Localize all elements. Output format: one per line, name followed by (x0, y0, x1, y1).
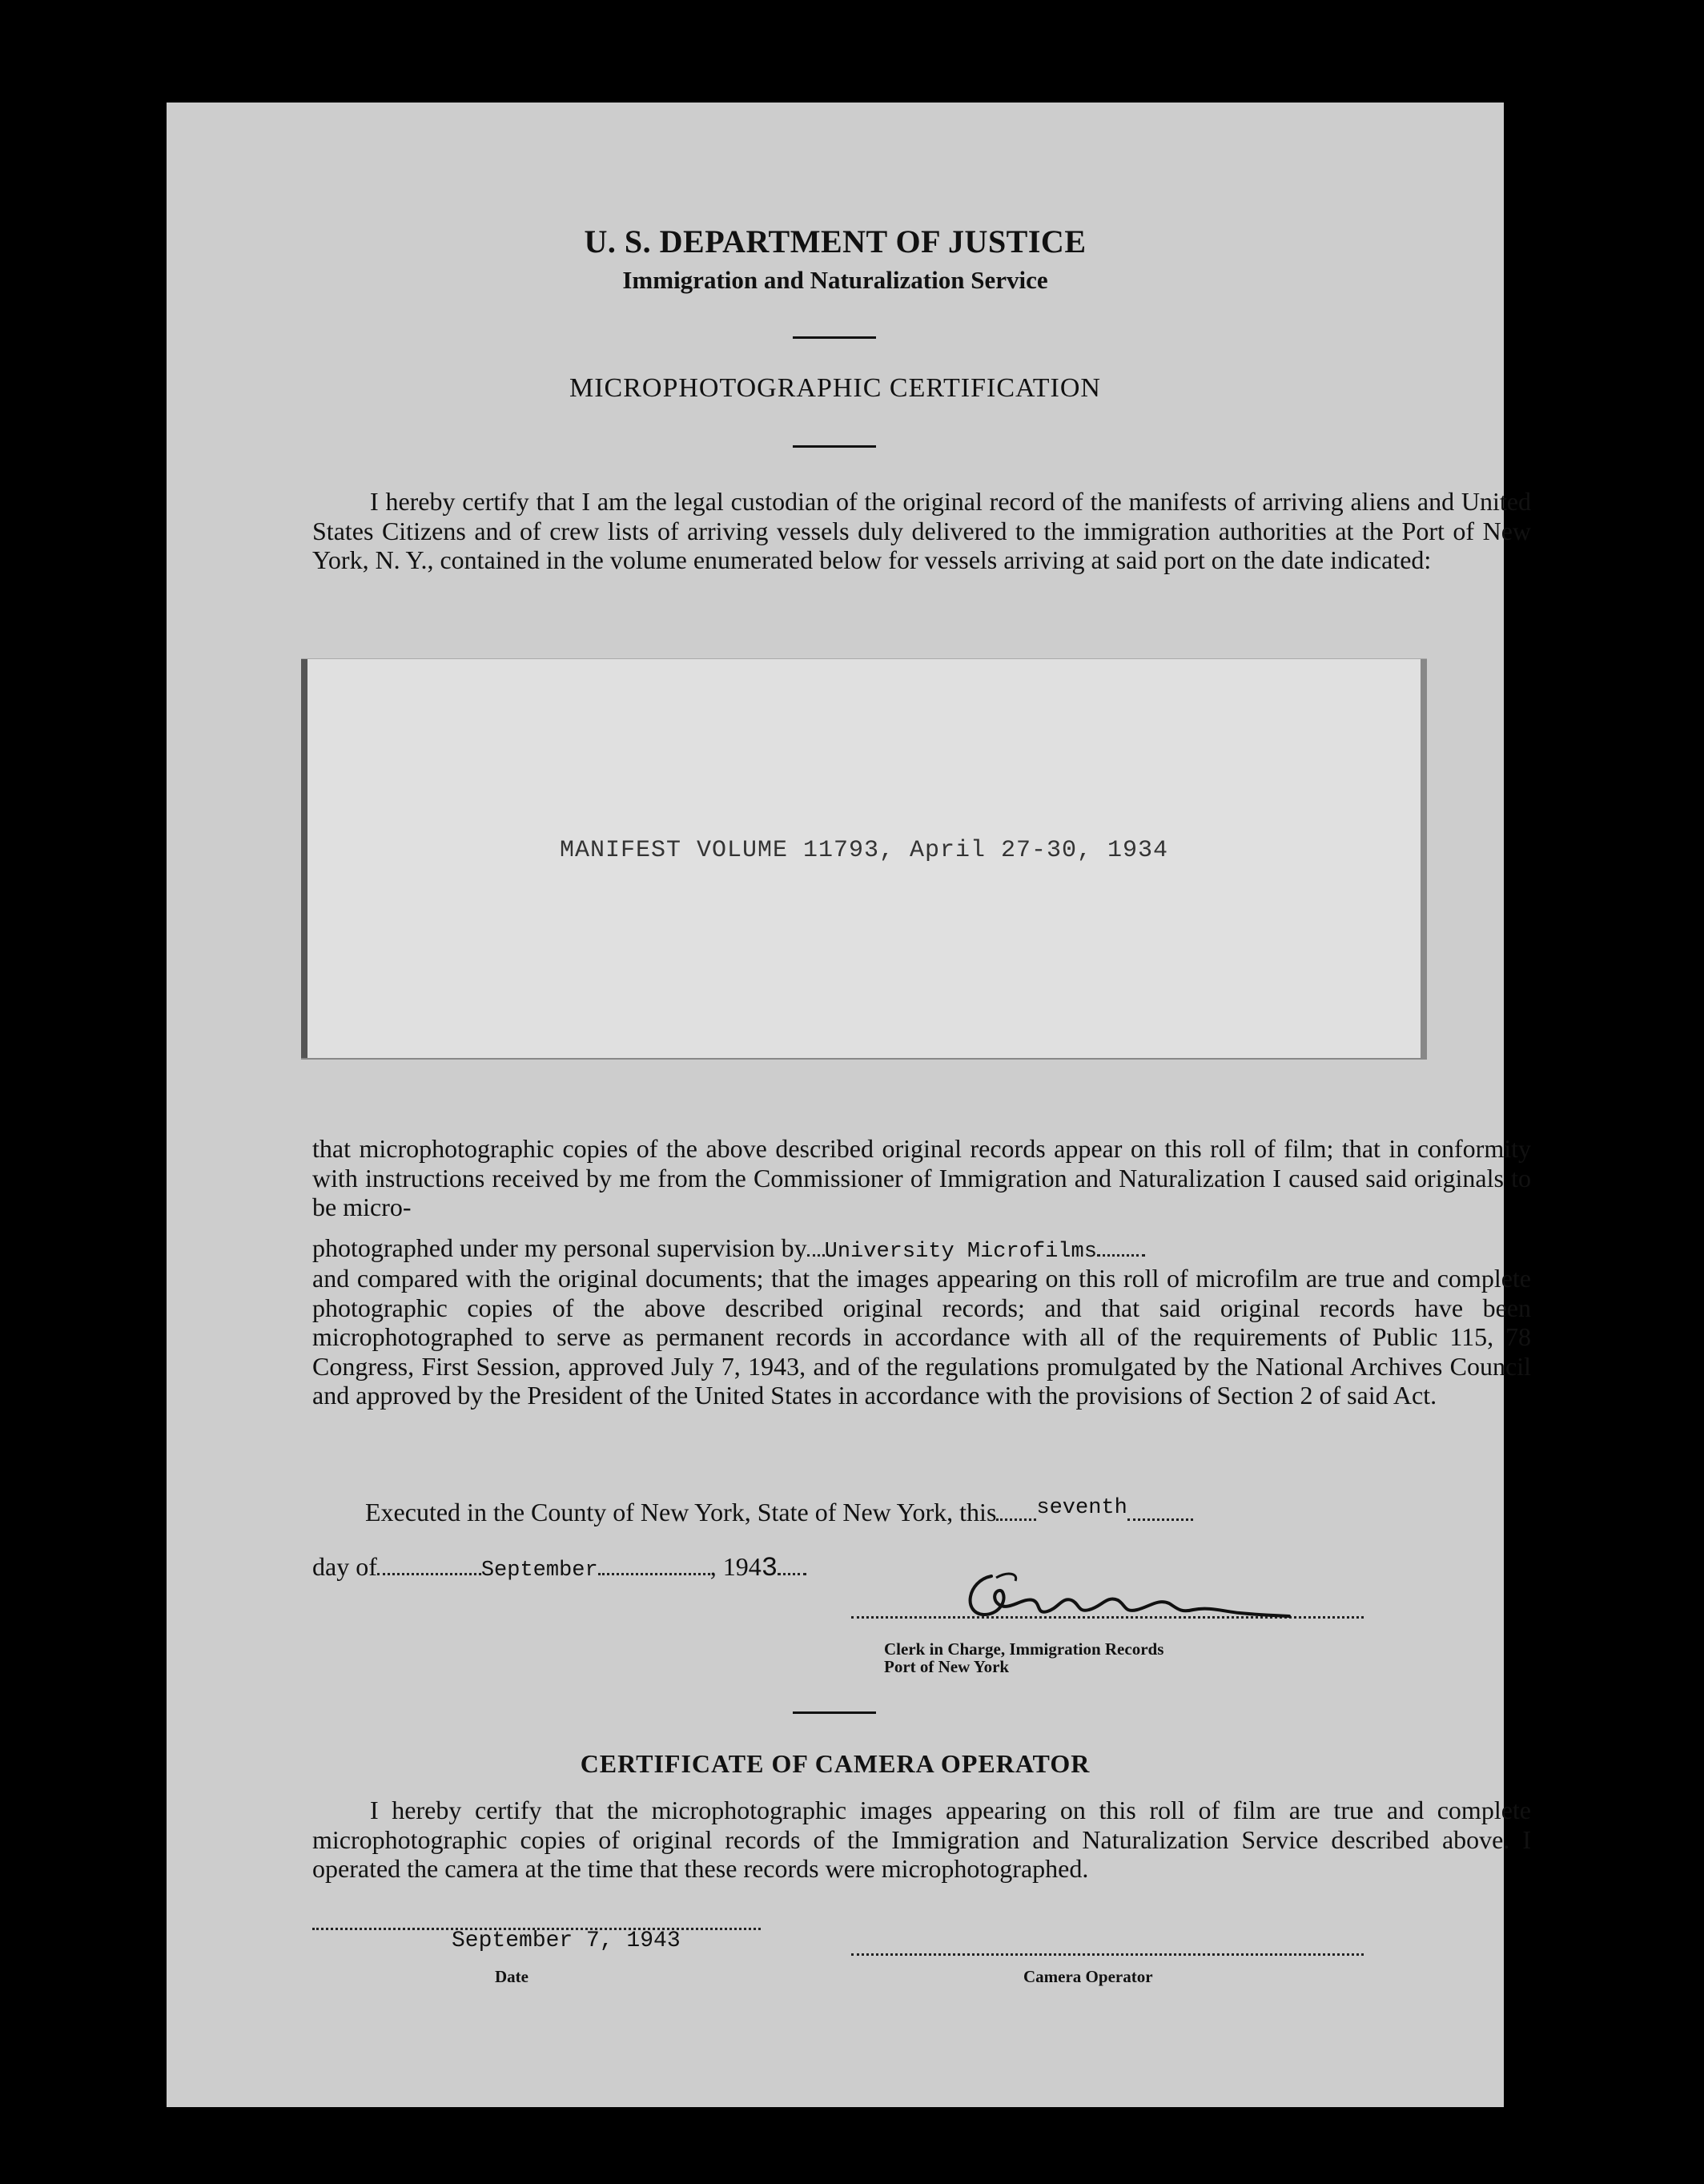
camera-heading: CERTIFICATE OF CAMERA OPERATOR (580, 1749, 1091, 1778)
execution-prefix: Executed in the County of New York, State of New York, this (365, 1498, 997, 1526)
body-paragraph-part2: and compared with the original documents; that the images appearing on this roll of microfilm are true and complete photographic copies of the above described original records; and that said original records have been microphotographed to serve as permanent records in accordance with all of the requirements of Public 115, 78 Congress, First Session, approved July 7, 1943, and of the regulations promulgated by the National Archives Council and approved by the President of the United States in accordance with the provisions of Section 2 of said Act. (312, 1264, 1531, 1410)
year-digit: 3 (761, 1554, 778, 1584)
manifest-volume-text: MANIFEST VOLUME 11793, April 27-30, 1934 (559, 837, 1169, 864)
supervisor-line (312, 1233, 1145, 1264)
camera-date-value: September 7, 1943 (452, 1929, 681, 1953)
camera-paragraph: I hereby certify that the microphotographic images appearing on this roll of film are true and complete microphotographic copies of original records of the Immigration and Naturalization Service described above. I operated the camera at the time that these records were microphotographed. (312, 1796, 1531, 1883)
date-line (312, 1552, 806, 1584)
execution-line (365, 1498, 1193, 1528)
clerk-label-line1: Clerk in Charge, Immigration Records (884, 1639, 1164, 1659)
date-label: Date (495, 1967, 528, 1986)
clerk-label-line2: Port of New York (884, 1657, 1010, 1676)
intro-paragraph: I hereby certify that I am the legal custodian of the original record of the manifests of arriving aliens and United States Citizens and of crew lists of arriving vessels duly delivered to the immigration authorities at the Port of New York, N. Y., contained in the volume enumerated below for vessels arriving at said port on the date indicated: (312, 487, 1531, 574)
clerk-signature (959, 1565, 1296, 1629)
execution-month: September (480, 1559, 598, 1583)
manifest-slip (301, 659, 1427, 1058)
clerk-label (884, 1640, 1163, 1675)
day-of-label: day of (312, 1552, 377, 1581)
body-paragraph-part1: that microphotographic copies of the above described original records appear on this roll of film; that in conformity with instructions received by me from the Commissioner of Immigration and Naturalization I caused said originals to be micro- (312, 1134, 1531, 1221)
page-subtitle: Immigration and Naturalization Service (622, 266, 1048, 294)
section-heading: MICROPHOTOGRAPHIC CERTIFICATION (569, 373, 1101, 403)
camera-operator-label: Camera Operator (1023, 1967, 1153, 1986)
divider (793, 1711, 876, 1714)
operator-signature-line (851, 1953, 1364, 1956)
supervisor-value: University Microfilms (824, 1240, 1097, 1264)
divider (793, 336, 876, 339)
execution-day: seventh (1036, 1496, 1127, 1520)
year-prefix: , 194 (709, 1552, 762, 1581)
supervisor-line-prefix: photographed under my personal supervision by (312, 1233, 807, 1262)
divider (793, 445, 876, 448)
certificate-page (167, 103, 1531, 2107)
page-title: U. S. DEPARTMENT OF JUSTICE (584, 223, 1087, 259)
